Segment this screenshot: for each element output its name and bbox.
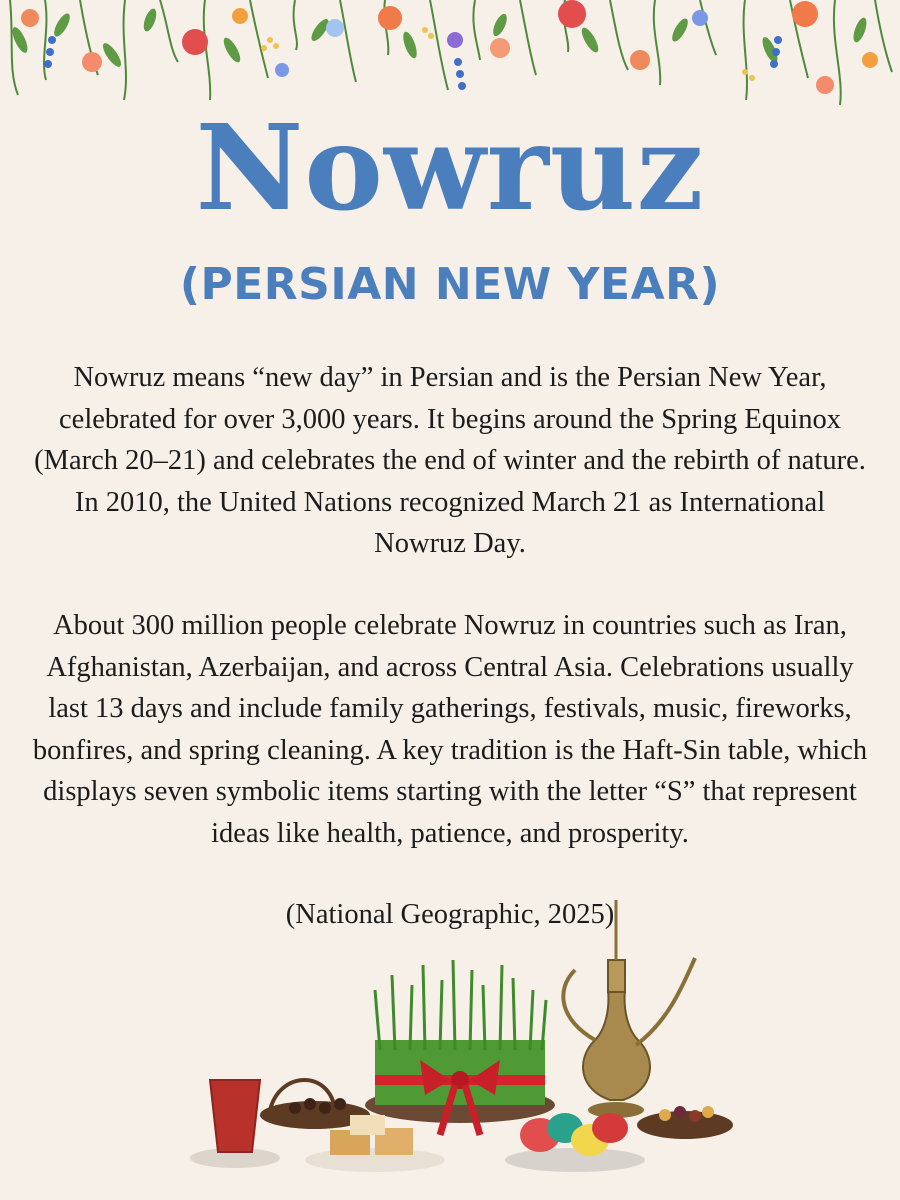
traditions-paragraph: About 300 million people celebrate Nowruz in countries such as Iran, Afghanistan, Azerbaijan, and across Central Asia. Celebrations usually last 13 days and include family gatherings, festivals, music, fireworks, bonfires, and spring cleaning. A key tradition is the Haft-Sin table, which displays seven symbolic items starting with the letter “S” that represent ideas like health, patience, and prosperity. — [32, 610, 868, 849]
painted-eggs-icon — [505, 1113, 645, 1172]
haft-sin-table-illustration — [180, 890, 740, 1190]
page-subtitle: (PERSIAN NEW YEAR) — [179, 259, 721, 310]
citation: (National Geographic, 2025) — [285, 899, 615, 930]
ewer-icon — [563, 900, 695, 1118]
sabzeh-grass-icon — [365, 960, 555, 1135]
tea-glass-icon — [190, 1080, 280, 1168]
dried-fruit-bowl-icon — [637, 1106, 733, 1139]
intro-paragraph: Nowruz means “new day” in Persian and is the Persian New Year, celebrated for over 3,000 years. It begins around the Spring Equinox (March 20–21) and celebrates the end of winter and the rebirth of nature. In 2010, the United Nations recognized March 21 as International Nowruz Day. — [34, 362, 866, 559]
page-title: Nowruz — [195, 98, 705, 237]
